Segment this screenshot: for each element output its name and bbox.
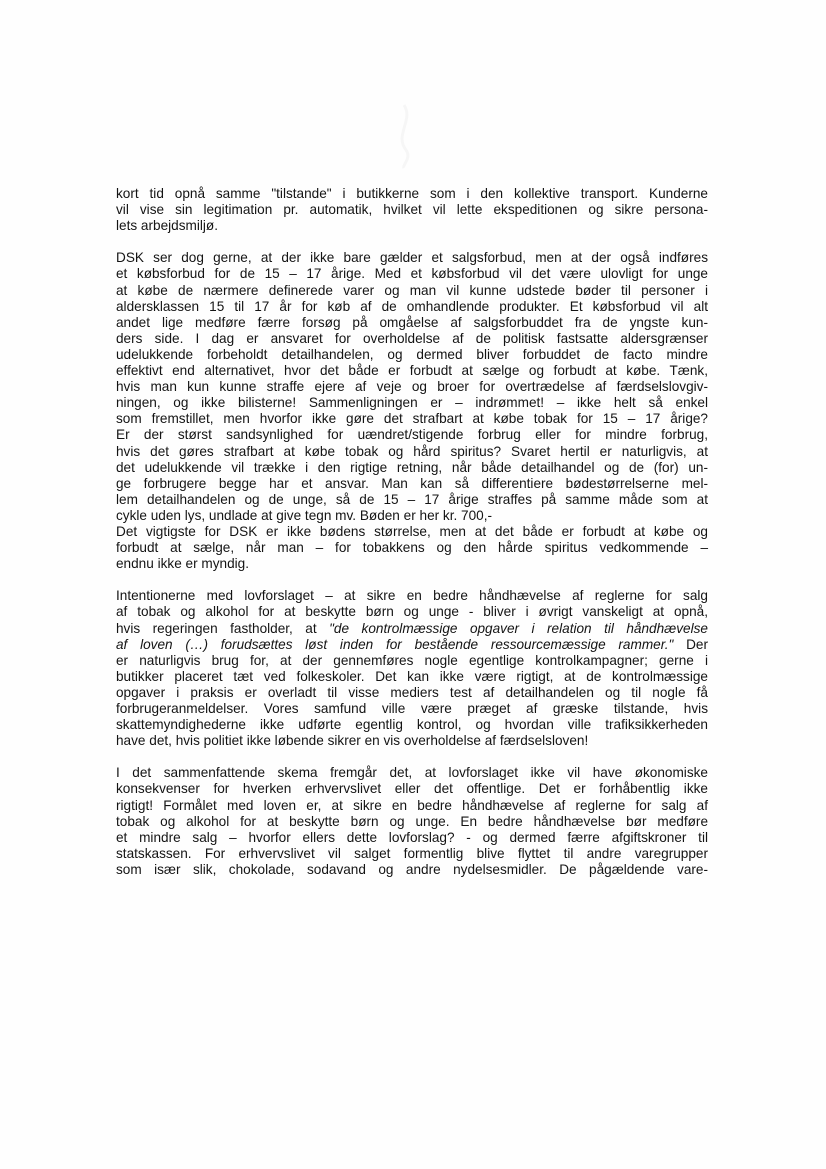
text-run: aldersklassen 15 til 17 år for køb af de omhandlende produkter. Et købsforbud vil alt [116,298,708,314]
text-line [116,266,708,282]
paragraph-gap [116,234,708,250]
text-run: lets arbejdsmiljø. [116,218,218,234]
text-line [116,588,708,604]
text-line [116,331,708,347]
text-run: butikker placeret tæt ved folkeskoler. Det kan ikke være rigtigt, at de kontrolmæssige [116,668,708,684]
text-run: konsekvenser for hverken erhvervslivet eller det offentlige. Det er forhåbentlig ikke [116,781,708,797]
text-line [116,524,708,540]
text-run: kort tid opnå samme "tilstande" i butikkerne som i den kollektive transport. Kunderne [116,186,708,201]
text-line [116,315,708,331]
text-line [116,669,708,685]
text-run: et mindre salg – hvorfor ellers dette lovforslag? - og dermed færre afgiftskroner til [116,829,708,845]
text-run: et købsforbud for de 15 – 17 årige. Med et købsforbud vil det være ulovligt for unge [116,266,708,282]
text-line [116,733,708,749]
text-line [116,283,708,299]
text-run: af tobak og alkohol for at beskytte børn og unge - bliver i øvrigt vanskeligt at opnå, [116,604,708,620]
text-line [116,460,708,476]
text-run: "de kontrolmæssige opgaver i relation til håndhævelse [329,620,708,636]
text-line [116,846,708,862]
text-line [116,685,708,701]
text-line [116,202,708,218]
text-line [116,379,708,395]
text-run: forbrugeranmeldelser. Vores samfund ville være præget af græske tilstande, hvis [116,701,708,716]
text-run: statskassen. For erhvervslivet vil salget formentlig blive flyttet til andre varegrupper [116,845,708,861]
text-line [116,637,708,653]
text-line [116,862,708,878]
text-run: effektivt end alternativet, hvor det både er forbudt at sælge og forbudt at købe. Tænk, [116,363,708,379]
text-run: Det vigtigste for DSK er ikke bødens størrelse, men at det både er forbudt at købe og [116,523,708,539]
text-run: hvis regeringen fastholder, at [116,620,330,636]
text-run: rigtigt! Formålet med loven er, at sikre en bedre håndhævelse af reglerne for salg af [116,797,708,813]
paragraph-gap [116,749,708,765]
text-run: er naturligvis brug for, at der gennemføres nogle egentlige kontrolkampagner; gerne i [116,652,708,668]
text-line [116,427,708,443]
text-run: hvis man kun kunne straffe ejere af veje og broer for overtrædelse af færdselslovgiv- [116,379,708,395]
text-line [116,347,708,363]
text-run: af loven (…) forudsættes løst inden for bestående ressourcemæssige rammer." [116,636,674,652]
text-line [116,830,708,846]
document-body [116,186,708,878]
text-run: Intentionerne med lovforslaget – at sikre en bedre håndhævelse af reglerne for salg [116,588,708,604]
faint-watermark-mark [384,100,424,170]
text-line [116,411,708,427]
text-line [116,363,708,379]
text-run: hvis det gøres strafbart at købe tobak og hård spiritus? Svaret hertil er naturligvis, at [116,443,708,459]
text-run: ningen, og ikke bilisterne! Sammenligningen er – indrømmet! – ikke helt så enkel [116,395,708,411]
text-line [116,556,708,572]
text-line [116,250,708,266]
text-line [116,218,708,234]
text-line [116,492,708,508]
text-line [116,444,708,460]
text-run: ders side. I dag er ansvaret for overholdelse af de politisk fastsatte aldersgrænser [116,330,708,346]
text-run: I det sammenfattende skema fremgår det, at lovforslaget ikke vil have økonomiske [116,765,708,781]
text-run: have det, hvis politiet ikke løbende sikrer en vis overholdelse af færdselsloven! [116,733,589,749]
text-line [116,765,708,781]
text-run: cykle uden lys, undlade at give tegn mv. Bøden er her kr. 700,- [116,507,493,523]
text-run: som fremstillet, men hvorfor ikke gøre det strafbart at købe tobak for 15 – 17 årige? [116,411,708,427]
text-run: andet lige medføre færre forsøg på omgåelse af salgsforbuddet fra de yngste kun- [116,314,708,330]
text-line [116,717,708,733]
text-run: som især slik, chokolade, sodavand og andre nydelsesmidler. De pågældende vare- [116,861,708,877]
text-run: forbudt at sælge, når man – for tobakkens og den hårde spiritus vedkommende – [116,540,708,556]
text-run: Der [673,636,708,652]
text-line [116,798,708,814]
text-line [116,476,708,492]
text-run: vil vise sin legitimation pr. automatik, hvilket vil lette ekspeditionen og sikre persona- [116,202,708,218]
text-run: udelukkende forbeholdt detailhandelen, og dermed bliver forbuddet de facto mindre [116,346,708,362]
text-run: at købe de nærmere definerede varer og man vil kunne udstede bøder til personer i [116,282,708,298]
text-line [116,814,708,830]
text-line [116,186,708,202]
text-run: endnu ikke er myndig. [116,556,249,572]
text-run: skattemyndighederne ikke udførte egentlig kontrol, og hvordan ville trafiksikkerheden [116,717,708,733]
text-line [116,604,708,620]
text-line [116,621,708,637]
text-line [116,653,708,669]
text-run: opgaver i praksis er overladt til visse mediers test af detailhandelen og til nogle få [116,684,708,700]
text-line [116,781,708,797]
text-line [116,701,708,717]
text-run: det udelukkende vil trække i den rigtige retning, når både detailhandel og de (for) un- [116,459,708,475]
text-run: DSK ser dog gerne, at der ikke bare gælder et salgsforbud, men at der også indføres [116,250,708,266]
text-run: tobak og alkohol for at beskytte børn og unge. En bedre håndhævelse bør medføre [116,813,708,829]
text-line [116,395,708,411]
text-line [116,508,708,524]
text-run: ge forbrugere begge har et ansvar. Man kan så differentiere bødestørrelserne mel- [116,475,708,491]
text-line [116,540,708,556]
paragraph-gap [116,572,708,588]
text-run: lem detailhandelen og de unge, så de 15 – 17 årige straffes på samme måde som at [116,491,708,507]
text-run: Er der størst sandsynlighed for uændret/stigende forbrug eller for mindre forbrug, [116,427,708,443]
text-line [116,299,708,315]
